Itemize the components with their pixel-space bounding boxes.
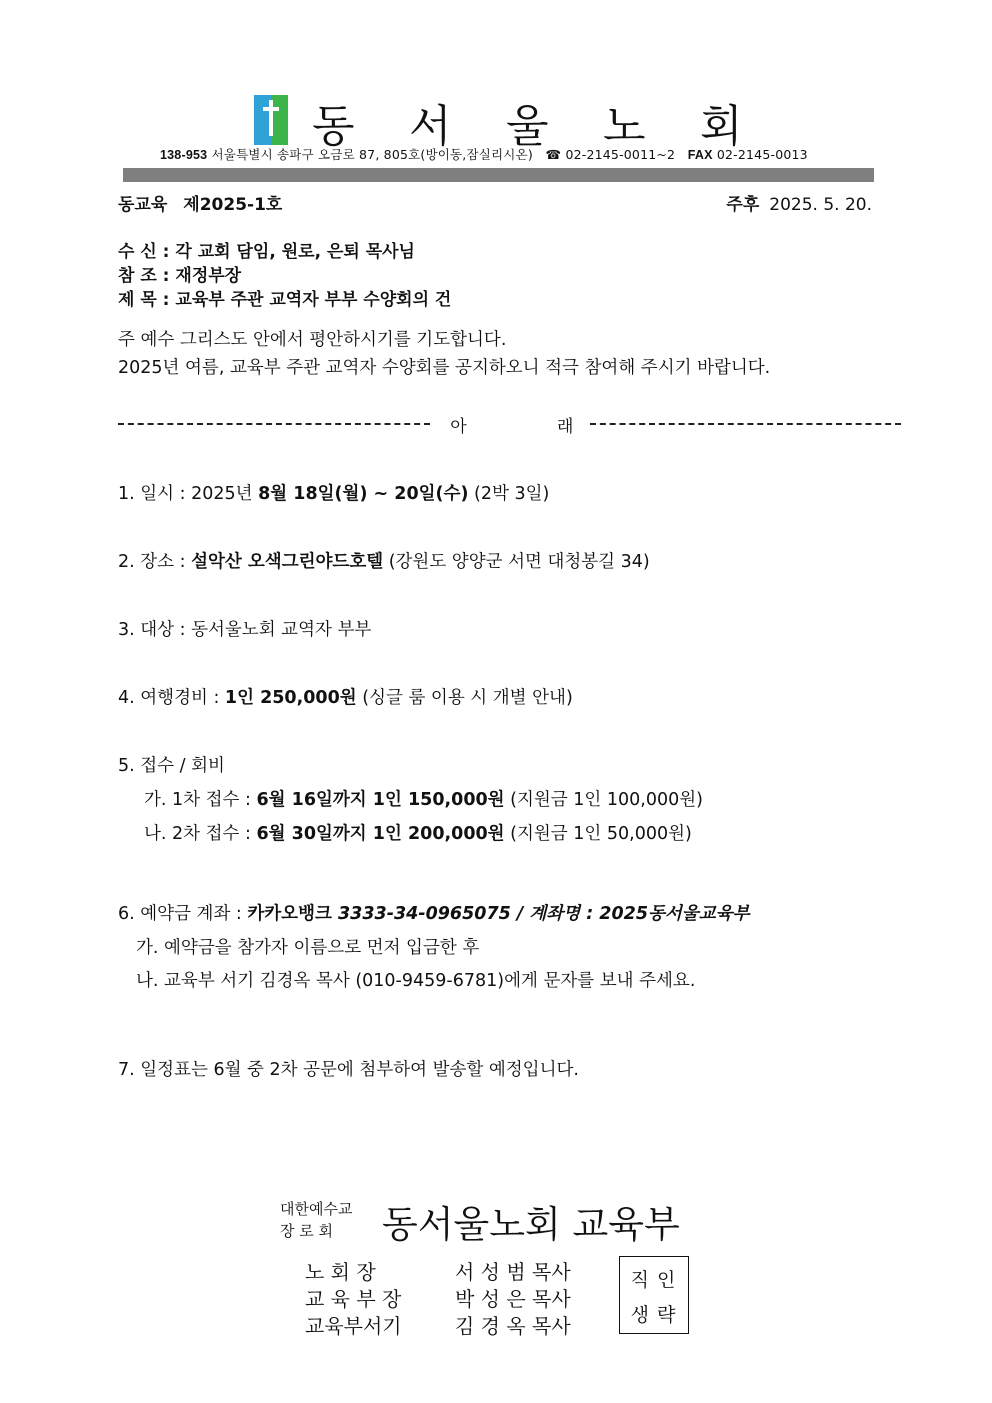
section-divider xyxy=(118,412,872,437)
item-7-itinerary: 7. 일정표는 6월 중 2차 공문에 첨부하여 발송할 예정입니다. xyxy=(118,1060,579,1080)
fax-label: FAX xyxy=(687,148,713,162)
item-5-sub-a: 가. 1차 접수 : 6월 16일까지 1인 150,000원 (지원금 1인 100,000원) xyxy=(144,790,703,810)
reference-line: 참 조 : 재정부장 xyxy=(118,266,242,286)
org-title: 동 서 울 노 회 xyxy=(312,101,743,152)
signatory-row: 교육부서기 김 경 옥 목사 xyxy=(305,1314,571,1338)
seal-omitted-box: 직인 생략 xyxy=(619,1256,689,1334)
document-number: 동교육 제2025-1호 xyxy=(118,195,283,215)
address-line xyxy=(160,145,808,163)
item-6-deposit-account: 6. 예약금 계좌 : 카카오뱅크 3333-34-0965075 / 계좌명 : 2025동서울교육부 xyxy=(118,904,750,924)
address: 서울특별시 송파구 오금로 87, 805호(방이동,잠실리시온) xyxy=(211,147,533,162)
divider-right-word: 래 xyxy=(556,417,574,437)
item-4-cost: 4. 여행경비 : 1인 250,000원 (싱글 룸 이용 시 개별 안내) xyxy=(118,688,573,708)
item-3-target: 3. 대상 : 동서울노회 교역자 부부 xyxy=(118,620,372,640)
issuer-name: 동서울노회 교육부 xyxy=(382,1203,680,1246)
zip-code: 138-953 xyxy=(160,148,208,162)
subject-line: 제 목 : 교육부 주관 교역자 부부 수양회의 건 xyxy=(118,290,452,310)
header-divider-bar xyxy=(123,168,874,182)
item-6-sub-a: 가. 예약금을 참가자 이름으로 먼저 입금한 후 xyxy=(136,938,480,958)
signatory-row: 노 회 장 서 성 범 목사 xyxy=(305,1260,571,1284)
document-date: 주후 2025. 5. 20. xyxy=(726,195,872,215)
signatory-row: 교 육 부 장 박 성 은 목사 xyxy=(305,1287,571,1311)
recipient-line: 수 신 : 각 교회 담임, 원로, 은퇴 목사님 xyxy=(118,242,415,262)
item-6-sub-b: 나. 교육부 서기 김경옥 목사 (010-9459-6781)에게 문자를 보내 주세요. xyxy=(136,971,696,991)
phone-icon: ☎ xyxy=(545,147,562,162)
org-logo xyxy=(254,95,288,145)
item-2-location: 2. 장소 : 설악산 오색그린야드호텔 (강원도 양양군 서면 대청봉길 34) xyxy=(118,552,650,572)
denomination-label: 대한예수교 장 로 회 xyxy=(280,1200,353,1240)
fax-number: 02-2145-0013 xyxy=(716,147,808,162)
phone-number: 02-2145-0011~2 xyxy=(565,147,676,162)
divider-left-word: 아 xyxy=(450,417,467,437)
greeting-line-2: 2025년 여름, 교육부 주관 교역자 수양회를 공지하오니 적극 참여해 주시기 바랍니다. xyxy=(118,358,771,378)
item-5-sub-b: 나. 2차 접수 : 6월 30일까지 1인 200,000원 (지원금 1인 50,000원) xyxy=(144,824,692,844)
item-5-registration: 5. 접수 / 회비 xyxy=(118,756,225,776)
greeting-line-1: 주 예수 그리스도 안에서 평안하시기를 기도합니다. xyxy=(118,330,507,350)
item-1-schedule: 1. 일시 : 2025년 8월 18일(월) ~ 20일(수) (2박 3일) xyxy=(118,484,550,504)
